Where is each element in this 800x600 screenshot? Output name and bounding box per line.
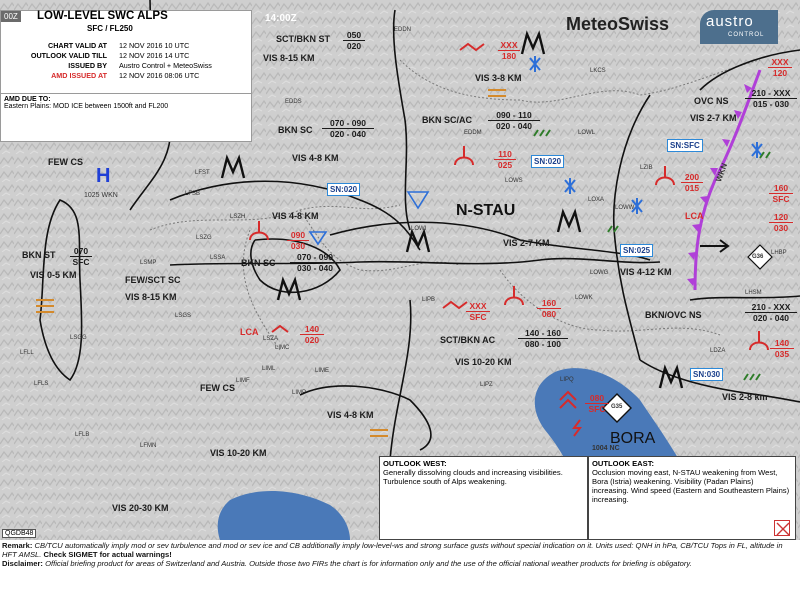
area11-vis: VIS 2-7 KM (690, 113, 737, 123)
station-lszg: LSZG (196, 235, 212, 241)
area6-vis: VIS 4-8 KM (272, 211, 319, 221)
outlook-west-text: Generally dissolving clouds and increasing visibilities. Turbulence south of Alps weakening. (383, 468, 563, 486)
meteoswiss-logo: MeteoSwiss (566, 14, 670, 34)
area13-vis: VIS 2-8 km (722, 392, 768, 402)
station-lipq: LIPQ (560, 377, 574, 383)
header-row-amd: AMD ISSUED AT 12 NOV 2016 08:06 UTC (51, 71, 200, 80)
amd-heading: AMD DUE TO: (4, 96, 51, 103)
area13-layers: 210 - XXX 020 - 040 (745, 302, 797, 323)
station-limp: LIMP (292, 390, 307, 396)
area6-layers: $\frac{070 - 090}{030 - 040}$ (290, 252, 340, 273)
turb-layer-10: 080 SFC (585, 393, 609, 414)
close-icon[interactable] (774, 520, 790, 536)
area3-layers: $\frac{090 - 110}{020 - 040}$ (488, 110, 540, 131)
g36-label: G36 (752, 254, 764, 260)
station-lowl: LOWL (578, 130, 596, 136)
station-lipb: LIPB (422, 297, 436, 303)
station-lows: LOWS (505, 178, 523, 184)
area7-cover: SCT/BKN AC (440, 335, 496, 345)
area4-cover: BKN ST (22, 250, 56, 260)
station-lsza: LSZA (263, 336, 279, 342)
area8-vis: VIS 10-20 KM (210, 448, 267, 458)
outlook-east-heading: OUTLOOK EAST: (592, 459, 655, 468)
chart-code: 00Z (1, 11, 21, 22)
turb-layer-6: 120 030 (769, 212, 793, 233)
station-lsgg: LSGG (70, 335, 87, 341)
station-lfll: LFLL (20, 350, 34, 356)
area5-vis: VIS 8-15 KM (125, 292, 177, 302)
station-lsgs: LSGS (175, 313, 192, 319)
turb-layer-7: XXX SFC (466, 301, 490, 322)
station-lime: LIME (315, 368, 330, 374)
turb-layer-3: 090 030 (287, 230, 309, 251)
snow-icon (530, 56, 762, 214)
turb-layer-5: 160 SFC (769, 183, 793, 204)
header-row-outlook: OUTLOOK VALID TILL 12 NOV 2016 14 UTC (30, 51, 190, 60)
disclaimer-label: Disclaimer: (2, 559, 43, 568)
shower-icon (310, 232, 326, 244)
station-lfsb: LFSB (185, 191, 201, 197)
bora-wind-icon (574, 420, 580, 436)
area14-vis: VIS 2-7 KM (503, 238, 550, 248)
area3-cover: BKN SC/AC (422, 115, 473, 125)
lca-label: LCA (685, 211, 704, 221)
turb-layer-2: 110 025 (494, 149, 516, 170)
area1-vis: VIS 8-15 KM (263, 53, 315, 63)
area4-layers: 070 SFC (70, 246, 92, 267)
area10-vis: VIS 20-30 KM (112, 503, 169, 513)
snow-level-box: SN:030 (690, 368, 723, 381)
station-eddn: EDDN (394, 27, 412, 33)
remark-text: CB/TCU automatically imply mod or sev turbulence and mod or sev ice and CB additionally imply low-level-ws and strong surface gusts without special indication on it. Units used: QNH in hPa, CB/TCU Tops in FL, altitude in HFT AMSL. (2, 541, 783, 559)
area5-cover: FEW/SCT SC (125, 275, 181, 285)
area7-layers: $\frac{140 - 160}{080 - 100}$ (518, 328, 568, 349)
remark-label: Remark: (2, 541, 33, 550)
area3-vis: VIS 3-8 KM (475, 73, 522, 83)
header-row-issued: ISSUED BY Austro Control + MeteoSwiss (68, 61, 212, 70)
station-eddm: EDDM (464, 130, 482, 136)
station-loww: LOWW (615, 205, 635, 211)
station-lssa: LSSA (210, 255, 226, 261)
turb-layer-9: 140 020 (300, 324, 324, 345)
station-lowi: LOWI (411, 226, 427, 232)
mountain-obscuration-icon (222, 34, 682, 388)
turb-layer-8: 160 080 (537, 298, 561, 319)
snow-level-box: SN:025 (620, 244, 653, 257)
footer (0, 541, 800, 600)
turbulence-icon (250, 44, 768, 408)
fog-icon (36, 90, 506, 436)
station-liml: LIML (262, 366, 276, 372)
area13-cover: BKN/OVC NS (645, 310, 702, 320)
sigmet-check: Check SIGMET for actual warnings! (43, 550, 172, 559)
austro-control-logo: austro CONTROL (700, 10, 778, 44)
area8-cover: FEW CS (200, 383, 235, 393)
area2-vis: VIS 4-8 KM (292, 153, 339, 163)
area2-layers: $\frac{070 - 090}{020 - 040}$ (322, 118, 374, 139)
area1-layers: $\frac{050}{020}$ (343, 30, 365, 51)
station-lipz: LIPZ (480, 382, 493, 388)
disclaimer-text: Official briefing product for areas of Switzerland and Austria. Outside those two FIRs the chart is for information only and the use of the official national weather products for briefing is obligatory. (45, 559, 692, 568)
wkn-label: WKN (714, 161, 730, 184)
nstau-label: N-STAU (456, 202, 516, 219)
area1-cover: SCT/BKN ST (276, 34, 330, 44)
area12-vis: VIS 4-12 KM (620, 267, 672, 277)
station-edds: EDDS (285, 99, 302, 105)
outlook-east-text: Occlusion moving east, N-STAU weakening from West, Bora (Istria) weakening. Visibility (Padan Plains) increasing. Wind speed (Eastern and Southeastern Plains) increasing. (592, 468, 790, 504)
g35-label: G35 (611, 404, 623, 410)
chart-title: LOW-LEVEL SWC ALPS (37, 10, 168, 22)
station-lfst: LFST (195, 170, 210, 176)
header-row-valid: CHART VALID AT 12 NOV 2016 10 UTC (48, 41, 190, 50)
area6-cover: BKN SC (241, 258, 276, 268)
station-lszh: LSZH (230, 214, 246, 220)
lca-label: LCA (240, 327, 259, 337)
few-cs-label: FEW CS (48, 157, 83, 167)
station-loxa: LOXA (588, 197, 605, 203)
station-lkcs: LKCS (590, 68, 606, 74)
station-lowk: LOWK (575, 295, 593, 301)
high-pressure-value: 1025 WKN (84, 192, 118, 199)
outlook-east-box (588, 456, 796, 540)
snow-level-box: SN:020 (531, 155, 564, 168)
area11-cover: OVC NS (694, 96, 729, 106)
area4-vis: VIS 0-5 KM (30, 270, 77, 280)
snow-level-box: SN:SFC (667, 139, 703, 152)
station-lhsm: LHSM (745, 290, 762, 296)
turb-layer-12: XXX 120 (768, 57, 792, 78)
outlook-west-box (379, 456, 588, 540)
station-ldza: LDZA (710, 348, 726, 354)
station-lhbp: LHBP (771, 250, 787, 256)
bora-pressure: 1004 NC (592, 445, 620, 452)
station-lsmp: LSMP (140, 260, 157, 266)
bora-label: BORA (610, 430, 656, 447)
station-lfls: LFLS (34, 381, 49, 387)
amd-text: Eastern Plains: MOD ICE between 1500ft and FL200 (4, 103, 169, 110)
area2-cover: BKN SC (278, 125, 313, 135)
turb-layer-11: 140 035 (770, 338, 794, 359)
chart-id: QGDB48 (2, 529, 36, 538)
station-limc: LIMC (275, 345, 290, 351)
shower-icon (408, 192, 428, 208)
high-pressure: H (96, 165, 111, 187)
turb-layer-4: 200 015 (681, 172, 703, 193)
station-lfmn: LFMN (140, 443, 157, 449)
station-lzib: LZIB (640, 165, 653, 171)
snow-level-box: SN:020 (327, 183, 360, 196)
station-limf: LIMF (236, 378, 250, 384)
turb-layer-1: XXX 180 (498, 40, 520, 61)
chart-subtitle: SFC / FL250 (87, 24, 133, 33)
station-lflb: LFLB (75, 432, 90, 438)
station-lowg: LOWG (590, 270, 609, 276)
outlook-west-heading: OUTLOOK WEST: (383, 459, 447, 468)
area7-vis: VIS 10-20 KM (455, 357, 512, 367)
area11-layers: 210 - XXX 015 - 030 (745, 88, 797, 109)
area9-vis: VIS 4-8 KM (327, 410, 374, 420)
time-stamp: 14:00Z (265, 13, 297, 24)
